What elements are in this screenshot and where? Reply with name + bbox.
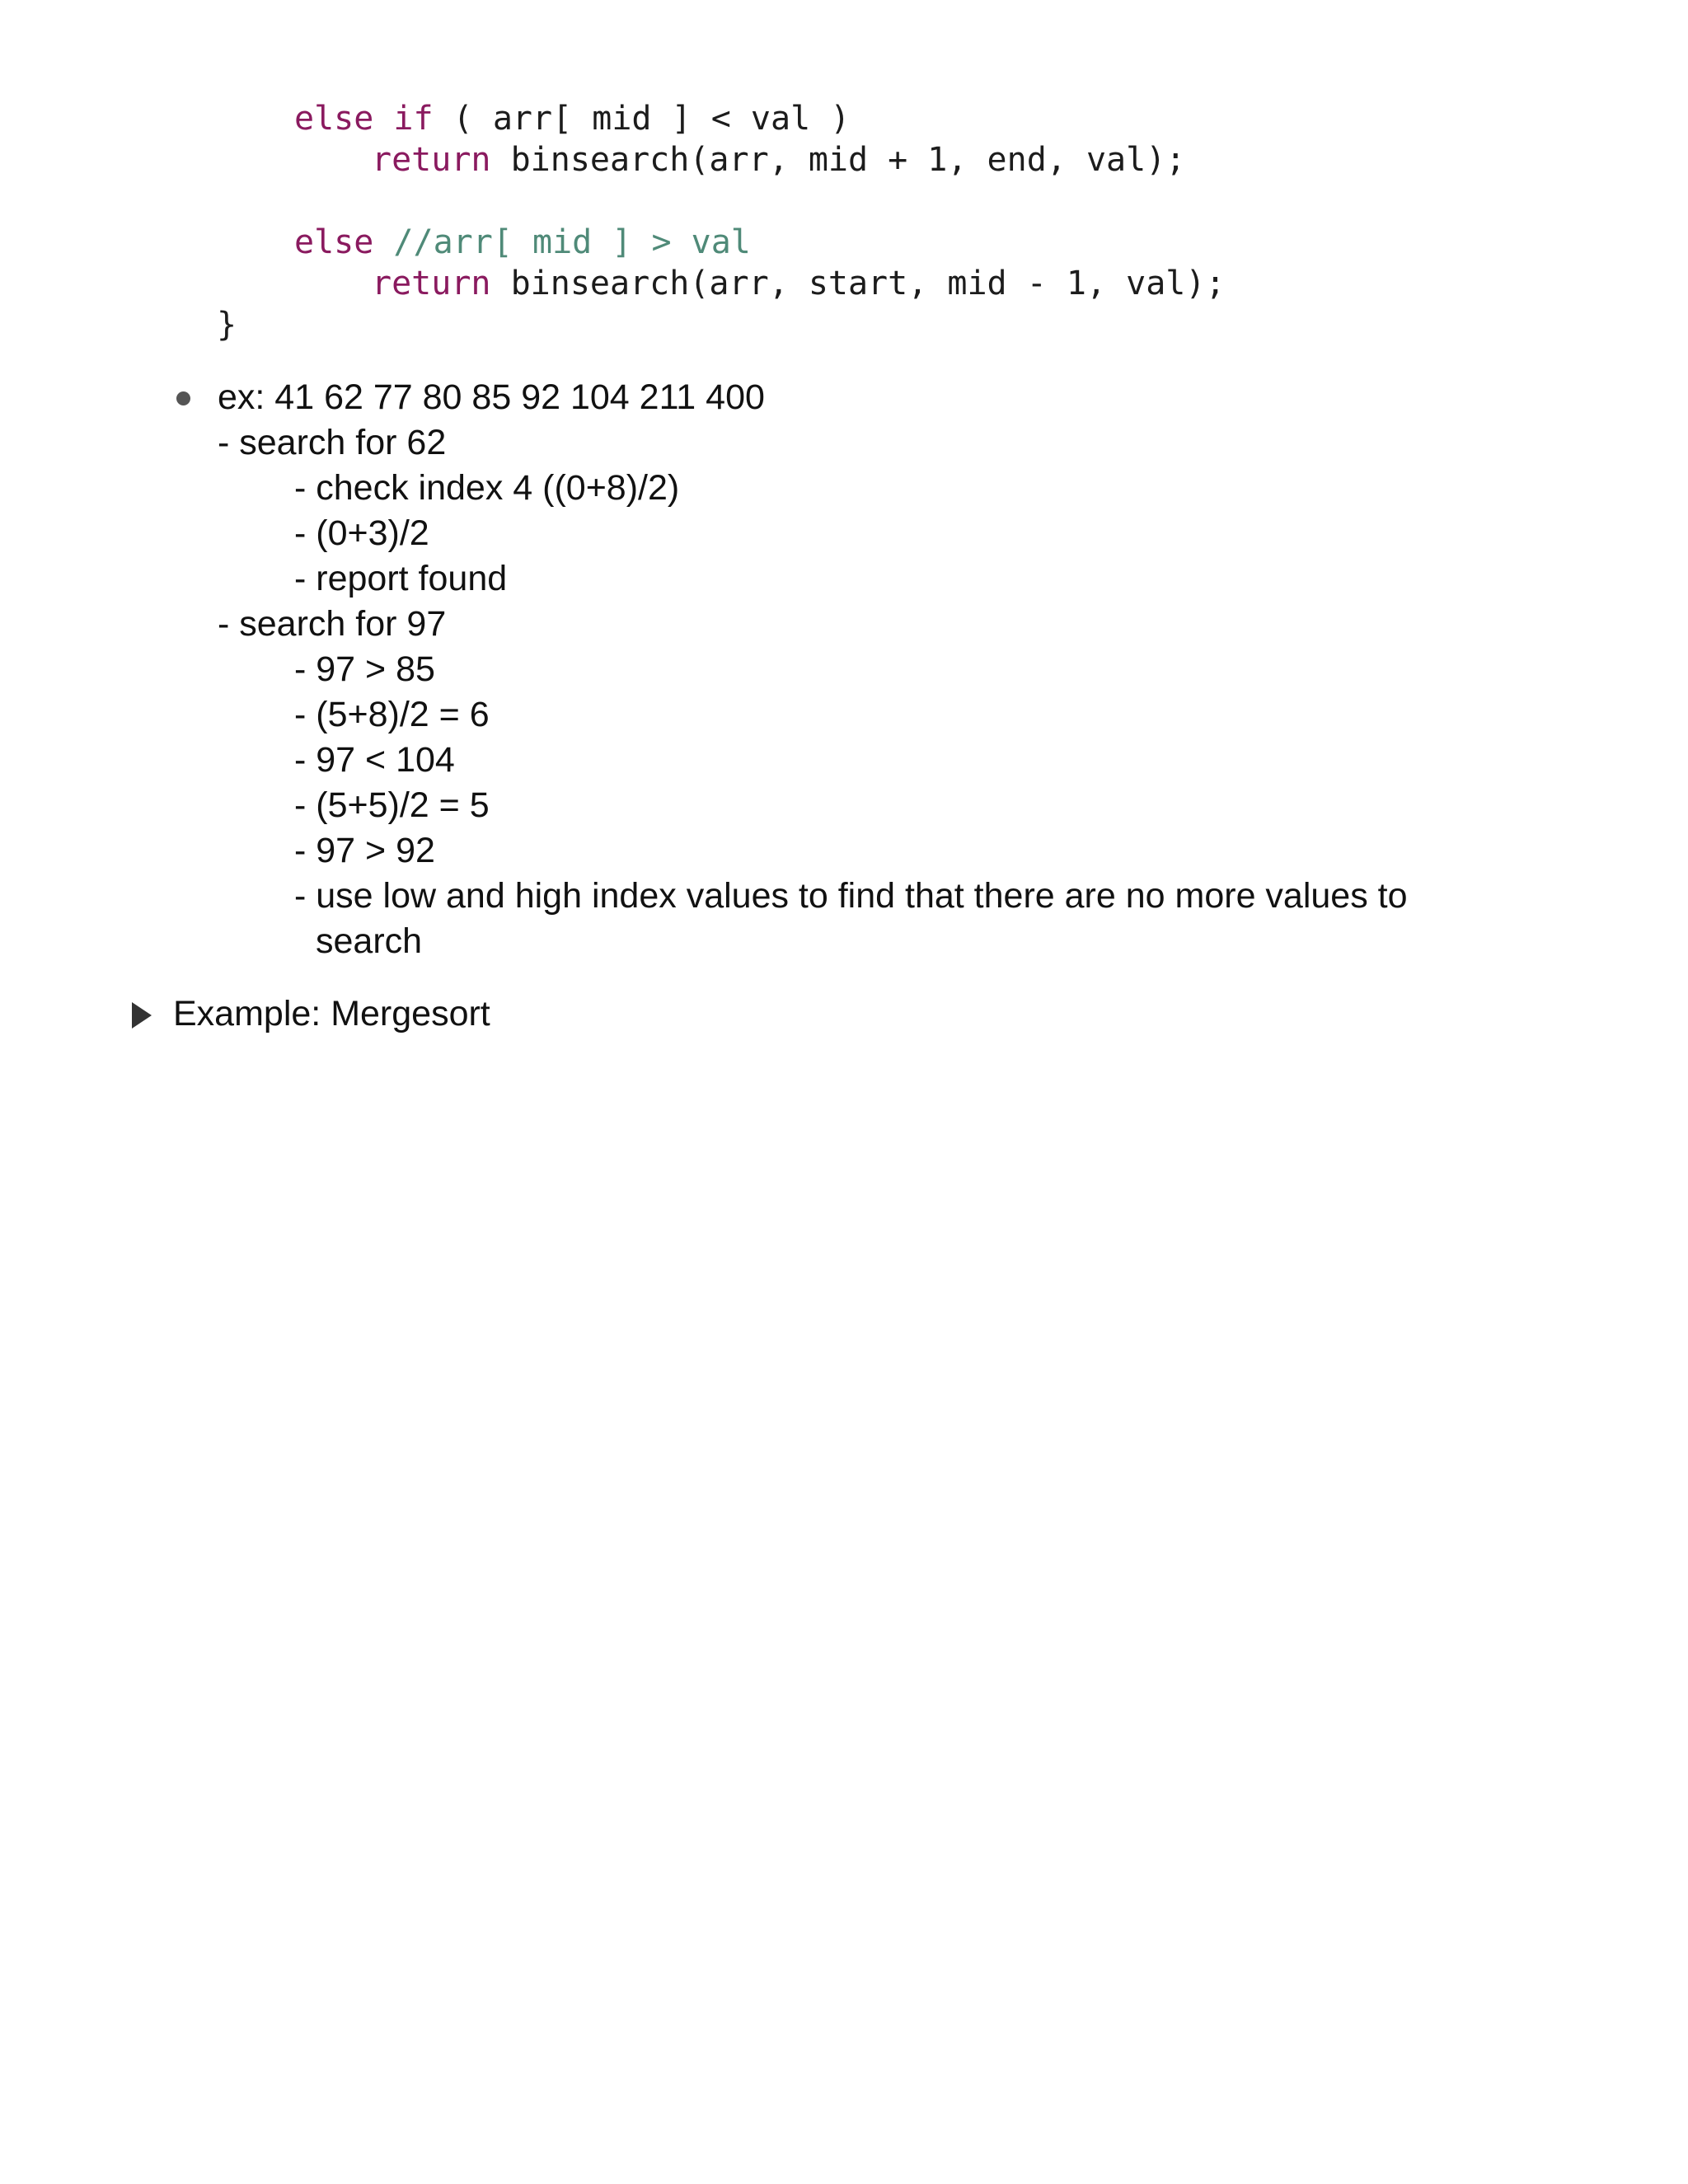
search-97-step-continuation: search bbox=[316, 921, 423, 961]
code-line-else-if bbox=[294, 98, 850, 139]
toggle-mergesort-label[interactable]: Example: Mergesort bbox=[173, 994, 490, 1033]
keyword-return: return bbox=[372, 141, 491, 179]
closing-brace: } bbox=[217, 306, 237, 344]
code-line-closing-brace bbox=[217, 304, 237, 345]
code-comment: //arr[ mid ] > val bbox=[373, 223, 751, 261]
keyword-if: if bbox=[393, 100, 434, 138]
search-97-step: - use low and high index values to find that there are no more values to bbox=[294, 876, 1408, 916]
code-line-return-upper bbox=[372, 139, 1185, 180]
keyword-return: return bbox=[372, 265, 491, 302]
code-line-return-lower bbox=[372, 263, 1226, 304]
search-97-step: - 97 > 92 bbox=[294, 831, 435, 870]
triangle-right-icon[interactable] bbox=[132, 1002, 152, 1029]
search-97-step: - (5+8)/2 = 6 bbox=[294, 695, 490, 734]
code-line-else-comment bbox=[294, 222, 751, 263]
code-text: binsearch(arr, mid + 1, end, val); bbox=[490, 141, 1186, 179]
search-97-heading: - search for 97 bbox=[218, 604, 447, 644]
search-62-heading: - search for 62 bbox=[218, 423, 447, 462]
search-97-step: - 97 > 85 bbox=[294, 649, 435, 689]
search-62-step: - check index 4 ((0+8)/2) bbox=[294, 468, 680, 508]
code-block bbox=[0, 0, 1688, 417]
code-text: ( arr[ mid ] < val ) bbox=[433, 100, 851, 138]
search-97-step: - (5+5)/2 = 5 bbox=[294, 785, 490, 825]
search-62-step: - report found bbox=[294, 559, 508, 598]
keyword-else: else bbox=[294, 223, 374, 261]
bullet-dot-icon bbox=[176, 391, 190, 405]
keyword-else: else bbox=[294, 100, 374, 138]
code-text: binsearch(arr, start, mid - 1, val); bbox=[490, 265, 1226, 302]
search-62-step: - (0+3)/2 bbox=[294, 513, 429, 553]
search-97-step: - 97 < 104 bbox=[294, 740, 455, 780]
example-array-line: ex: 41 62 77 80 85 92 104 211 400 bbox=[218, 377, 765, 417]
